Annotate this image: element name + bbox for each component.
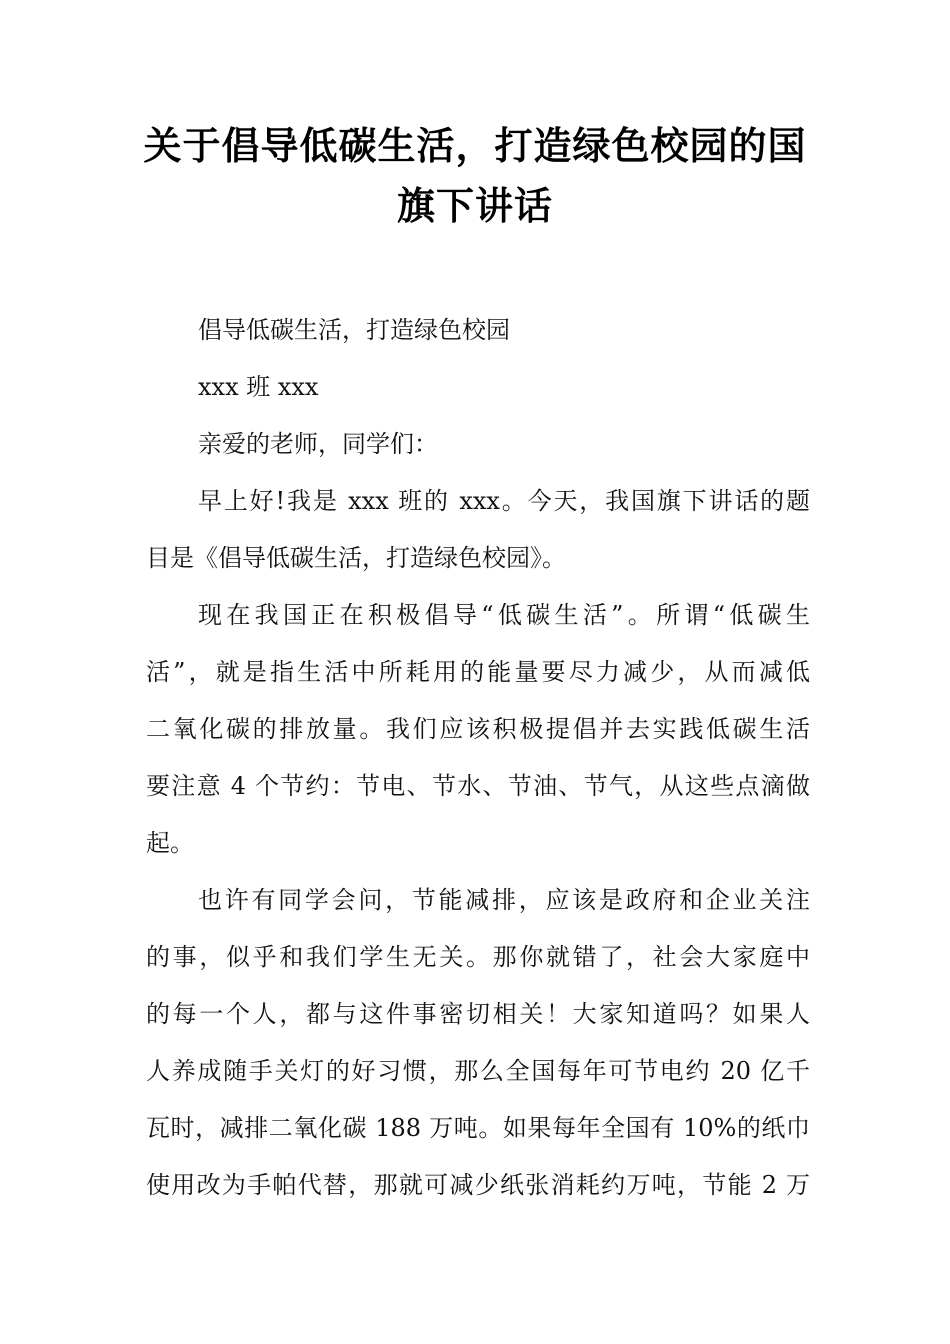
paragraph-2-line-4: 要注意 4 个节约：节电、节水、节油、节气，从这些点滴做 <box>146 772 810 800</box>
document-body <box>146 302 810 1214</box>
paragraph-3-line-6: 使用改为手帕代替，那就可减少纸张消耗约万吨，节能 2 万 <box>146 1171 810 1199</box>
title-line-1: 关于倡导低碳生活，打造绿色校园的国 <box>143 124 807 168</box>
paragraph-2 <box>146 587 810 872</box>
paragraph-3-line-4: 人养成随手关灯的好习惯，那么全国每年可节电约 20 亿千 <box>146 1057 810 1085</box>
title-line-2: 旗下讲话 <box>396 184 553 228</box>
speech-subtitle: 倡导低碳生活，打造绿色校园 <box>198 316 510 344</box>
speech-author: xxx 班 xxx <box>198 373 319 401</box>
paragraph-2-line-3: 二氧化碳的排放量。我们应该积极提倡并去实践低碳生活 <box>146 715 810 743</box>
paragraph-3 <box>146 872 810 1214</box>
paragraph-3-line-2: 的事，似乎和我们学生无关。那你就错了，社会大家庭中 <box>146 943 810 971</box>
paragraph-1-line-1: 早上好!我是 xxx 班的 xxx。今天，我国旗下讲话的题 <box>198 487 810 515</box>
document-title <box>110 116 840 236</box>
paragraph-2-line-5: 起。 <box>146 829 194 857</box>
paragraph-1 <box>146 473 810 587</box>
paragraph-1-line-2: 目是《倡导低碳生活，打造绿色校园》。 <box>146 544 566 572</box>
paragraph-2-line-2: 活”，就是指生活中所耗用的能量要尽力减少，从而减低 <box>146 658 810 686</box>
paragraph-3-line-3: 的每一个人，都与这件事密切相关！大家知道吗？如果人 <box>146 1000 810 1028</box>
paragraph-3-line-5: 瓦时，减排二氧化碳 188 万吨。如果每年全国有 10%的纸巾 <box>146 1114 810 1142</box>
paragraph-3-line-1: 也许有同学会问，节能减排，应该是政府和企业关注 <box>198 886 810 914</box>
paragraph-2-line-1: 现在我国正在积极倡导“低碳生活”。所谓“低碳生 <box>198 601 810 629</box>
speech-greeting: 亲爱的老师，同学们： <box>198 430 438 458</box>
